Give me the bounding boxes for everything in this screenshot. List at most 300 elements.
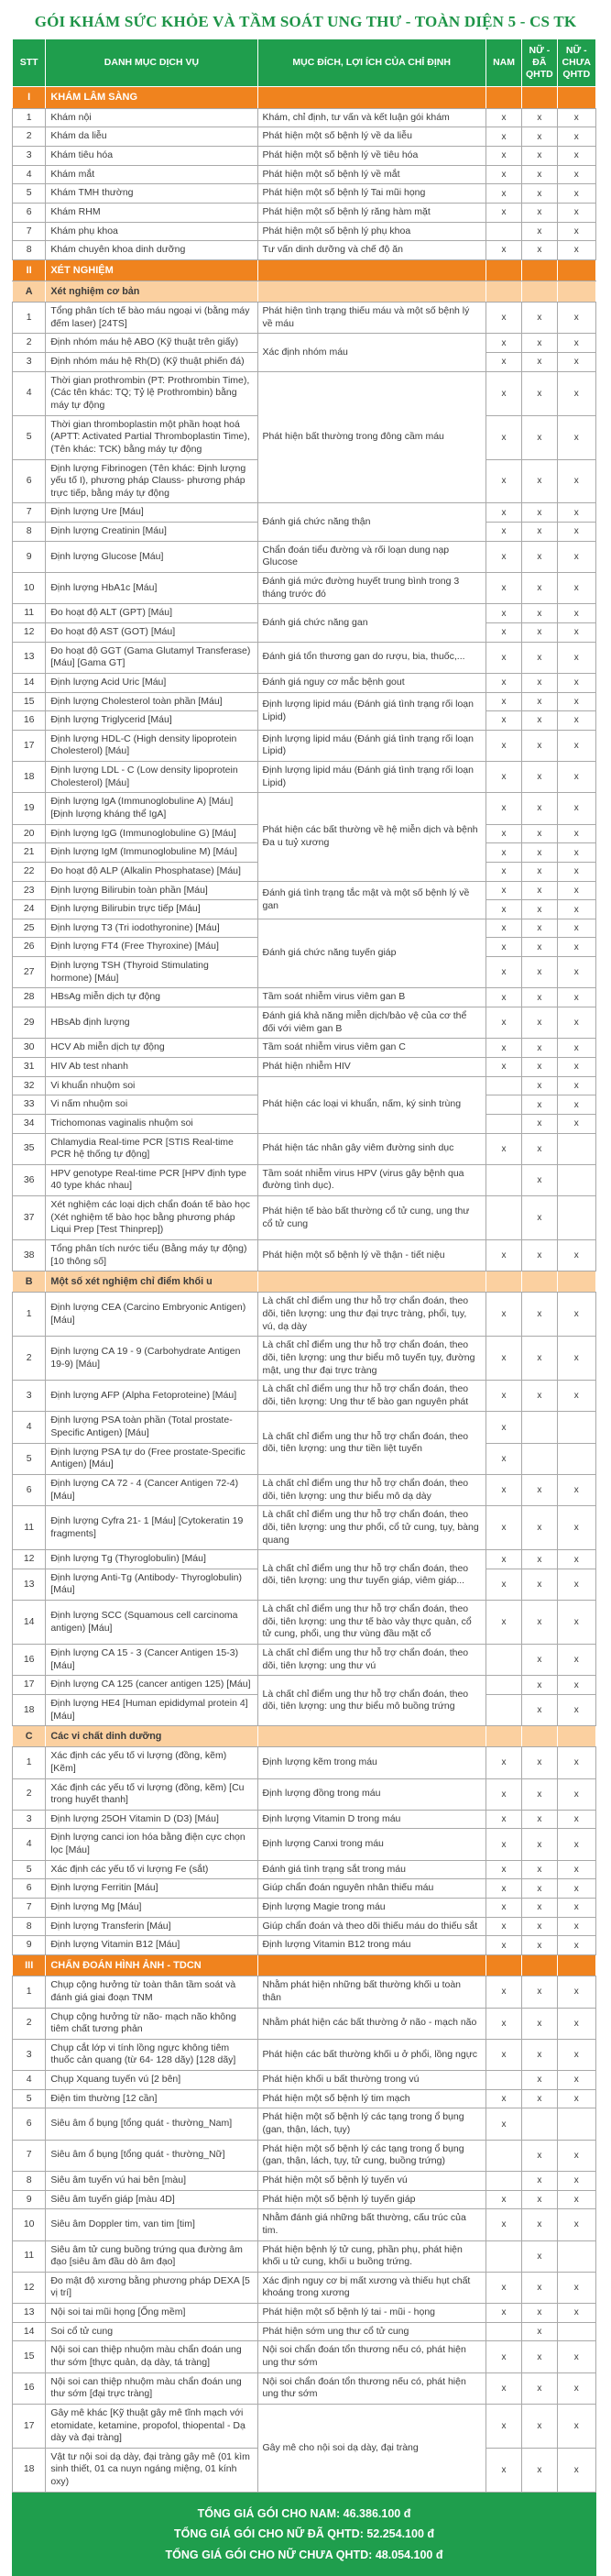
purpose-cell: Là chất chỉ điểm ung thư hỗ trợ chẩn đoán, theo dõi, tiên lượng: ung thư biểu mô dạ dày	[257, 1475, 486, 1506]
mark-nu-da-qhtd: x	[522, 762, 557, 793]
service-name-cell: Đo hoạt độ ALT (GPT) [Máu]	[46, 604, 257, 623]
mark-nam: x	[486, 2039, 521, 2070]
row-stt: 13	[13, 1569, 46, 1600]
mark-nu-chua-qhtd	[557, 1164, 595, 1195]
mark-nam: x	[486, 793, 521, 824]
table-row	[13, 203, 596, 222]
section-mark-nam	[486, 1726, 521, 1747]
mark-nu-da-qhtd: x	[522, 793, 557, 824]
mark-nu-da-qhtd: x	[522, 2341, 557, 2372]
row-stt: 33	[13, 1095, 46, 1115]
purpose-cell: Là chất chỉ điểm ung thư hỗ trợ chẩn đoán, theo dõi, tiên lượng: ung thư tế bào vảy thực quản, cổ tử cung, phổi, ung thư vùng đầu mặt cổ	[257, 1601, 486, 1645]
table-row	[13, 334, 596, 353]
mark-nu-da-qhtd: x	[522, 1550, 557, 1569]
mark-nu-chua-qhtd: x	[557, 1095, 595, 1115]
mark-nam: x	[486, 919, 521, 938]
section-mark-nam	[486, 87, 521, 108]
mark-nu-chua-qhtd: x	[557, 1475, 595, 1506]
row-stt: 12	[13, 2272, 46, 2303]
mark-nu-chua-qhtd	[557, 2322, 595, 2341]
mark-nam: x	[486, 957, 521, 988]
mark-nam: x	[486, 1443, 521, 1474]
service-name-cell: Định lượng AFP (Alpha Fetoproteine) [Máu]	[46, 1381, 257, 1412]
mark-nam: x	[486, 900, 521, 919]
mark-nu-da-qhtd: x	[522, 108, 557, 127]
table-row	[13, 2071, 596, 2090]
row-stt: 17	[13, 2404, 46, 2448]
service-name-cell: Định lượng SCC (Squamous cell carcinoma antigen) [Máu]	[46, 1601, 257, 1645]
mark-nu-da-qhtd: x	[522, 2304, 557, 2323]
service-name-cell: Nội soi tai mũi họng [Ống mềm]	[46, 2304, 257, 2323]
service-name-cell: Định lượng Glucose [Máu]	[46, 541, 257, 572]
row-stt: 38	[13, 1240, 46, 1271]
service-name-cell: Thời gian prothrombin (PT: Prothrombin Time), (Các tên khác: TQ; Tỷ lệ Prothrombin) bằng máy tự động	[46, 371, 257, 415]
mark-nu-da-qhtd: x	[522, 622, 557, 642]
mark-nam: x	[486, 184, 521, 204]
row-stt: 5	[13, 2089, 46, 2108]
mark-nu-chua-qhtd: x	[557, 503, 595, 523]
service-name-cell: Siêu âm tử cung buồng trứng qua đường âm đạo [siêu âm đầu dò âm đạo]	[46, 2240, 257, 2272]
purpose-cell: Định lượng lipid máu (Đánh giá tình trạng rối loạn Lipid)	[257, 762, 486, 793]
service-name-cell: Chlamydia Real-time PCR [STIS Real-time PCR hệ thống tự động]	[46, 1133, 257, 1164]
mark-nam: x	[486, 730, 521, 761]
table-row	[13, 371, 596, 415]
service-name-cell: Định lượng IgA (Immunoglobuline A) [Máu] [Định lượng kháng thể IgA]	[46, 793, 257, 824]
mark-nu-chua-qhtd: x	[557, 1337, 595, 1381]
mark-nam: x	[486, 1412, 521, 1443]
table-row	[13, 1133, 596, 1164]
mark-nu-chua-qhtd: x	[557, 1381, 595, 1412]
row-stt: 2	[13, 1778, 46, 1810]
row-stt: 15	[13, 692, 46, 711]
table-row	[13, 2171, 596, 2190]
mark-nam: x	[486, 1039, 521, 1058]
mark-nu-da-qhtd: x	[522, 1899, 557, 1918]
section-purpose-cell	[257, 87, 486, 108]
purpose-cell: Định lượng Vitamin D trong máu	[257, 1810, 486, 1829]
mark-nam: x	[486, 1601, 521, 1645]
mark-nu-chua-qhtd: x	[557, 2089, 595, 2108]
service-name-cell: Khám da liễu	[46, 127, 257, 147]
mark-nu-da-qhtd: x	[522, 1694, 557, 1725]
service-name-cell: Chụp cộng hưởng từ toàn thân tầm soát và đánh giá giai đoạn TNM	[46, 1976, 257, 2008]
mark-nam: x	[486, 371, 521, 415]
mark-nam: x	[486, 1381, 521, 1412]
section-mark-nu-chua-qhtd	[557, 1726, 595, 1747]
table-row	[13, 146, 596, 165]
mark-nu-da-qhtd: x	[522, 503, 557, 523]
service-name-cell: Định lượng CA 19 - 9 (Carbohydrate Antigen 19-9) [Máu]	[46, 1337, 257, 1381]
mark-nam: x	[486, 1057, 521, 1076]
mark-nu-chua-qhtd: x	[557, 1645, 595, 1676]
mark-nu-da-qhtd: x	[522, 1076, 557, 1095]
table-row	[13, 127, 596, 147]
mark-nu-chua-qhtd: x	[557, 1007, 595, 1039]
row-stt: 1	[13, 1747, 46, 1778]
purpose-cell: Nội soi chẩn đoán tổn thương nếu có, phát hiện ung thư sớm	[257, 2341, 486, 2372]
purpose-cell: Đánh giá mức đường huyết trung bình trong 3 tháng trước đó	[257, 573, 486, 604]
mark-nam: x	[486, 1550, 521, 1569]
table-row	[13, 1381, 596, 1412]
service-name-cell: Siêu âm tuyến giáp [màu 4D]	[46, 2190, 257, 2209]
mark-nu-chua-qhtd: x	[557, 353, 595, 372]
section-mark-nu-chua-qhtd	[557, 259, 595, 281]
row-stt: 2	[13, 334, 46, 353]
service-name-cell: Khám mắt	[46, 165, 257, 184]
row-stt: 9	[13, 541, 46, 572]
mark-nu-da-qhtd: x	[522, 1601, 557, 1645]
section-mark-nu-da-qhtd	[522, 281, 557, 303]
service-name-cell: Định lượng IgM (Immunoglobuline M) [Máu]	[46, 843, 257, 863]
purpose-cell: Đánh giá chức năng gan	[257, 604, 486, 642]
mark-nam: x	[486, 2089, 521, 2108]
purpose-cell: Là chất chỉ điểm ung thư hỗ trợ chẩn đoán, theo dõi, tiên lượng: ung thư biểu mô tuyến tụy, đường mật, ung thư đại trực tràng	[257, 1337, 486, 1381]
mark-nam: x	[486, 2108, 521, 2140]
purpose-cell: Phát hiện bất thường trong đông cầm máu	[257, 371, 486, 503]
table-row	[13, 1412, 596, 1443]
section-mark-nam	[486, 1271, 521, 1293]
table-row	[13, 2272, 596, 2303]
section-mark-nu-chua-qhtd	[557, 87, 595, 108]
table-row	[13, 2008, 596, 2039]
mark-nu-chua-qhtd: x	[557, 2039, 595, 2070]
purpose-cell: Tầm soát nhiễm virus viêm gan C	[257, 1039, 486, 1058]
mark-nu-chua-qhtd: x	[557, 371, 595, 415]
mark-nam: x	[486, 334, 521, 353]
totals-footer	[12, 2493, 596, 2576]
row-stt: 3	[13, 353, 46, 372]
mark-nu-da-qhtd: x	[522, 919, 557, 938]
mark-nam	[486, 222, 521, 241]
table-row	[13, 881, 596, 900]
mark-nam	[486, 1196, 521, 1240]
section-mark-nu-da-qhtd	[522, 87, 557, 108]
mark-nu-da-qhtd: x	[522, 988, 557, 1007]
purpose-cell: Định lượng Magie trong máu	[257, 1899, 486, 1918]
service-name-cell: Định lượng Ure [Máu]	[46, 503, 257, 523]
row-stt: 16	[13, 711, 46, 731]
service-name-cell: Tổng phân tích nước tiểu (Bằng máy tự động) [10 thông số]	[46, 1240, 257, 1271]
section-id: III	[13, 1954, 46, 1976]
row-stt: 1	[13, 303, 46, 334]
mark-nu-da-qhtd: x	[522, 1879, 557, 1899]
mark-nu-da-qhtd: x	[522, 642, 557, 673]
table-row	[13, 1829, 596, 1860]
mark-nu-chua-qhtd: x	[557, 184, 595, 204]
mark-nu-da-qhtd: x	[522, 541, 557, 572]
mark-nam: x	[486, 415, 521, 459]
mark-nu-chua-qhtd: x	[557, 108, 595, 127]
row-stt: 15	[13, 2341, 46, 2372]
service-name-cell: HBsAg miễn dịch tự động	[46, 988, 257, 1007]
service-name-cell: Khám tiêu hóa	[46, 146, 257, 165]
mark-nu-chua-qhtd	[557, 1412, 595, 1443]
mark-nu-da-qhtd: x	[522, 353, 557, 372]
mark-nam: x	[486, 1337, 521, 1381]
row-stt: 6	[13, 2108, 46, 2140]
mark-nam: x	[486, 541, 521, 572]
purpose-cell: Nhằm đánh giá những bất thường, cấu trúc của tim.	[257, 2209, 486, 2240]
mark-nu-da-qhtd: x	[522, 459, 557, 503]
table-row	[13, 2140, 596, 2171]
purpose-cell: Là chất chỉ điểm ung thư hỗ trợ chẩn đoán, theo dõi, tiên lượng: ung thư đại trực tràng, phổi, tụy, vú, dạ dày	[257, 1293, 486, 1337]
row-stt: 1	[13, 108, 46, 127]
section-mark-nam	[486, 281, 521, 303]
col-header-service: DANH MỤC DỊCH VỤ	[46, 39, 257, 87]
mark-nu-da-qhtd: x	[522, 2039, 557, 2070]
purpose-cell: Định lượng lipid máu (Đánh giá tình trạng rối loạn Lipid)	[257, 730, 486, 761]
service-name-cell: Định lượng Anti-Tg (Antibody- Thyroglobulin) [Máu]	[46, 1569, 257, 1600]
row-stt: 9	[13, 1936, 46, 1955]
mark-nu-da-qhtd: x	[522, 1676, 557, 1695]
table-row	[13, 1550, 596, 1569]
table-row	[13, 1007, 596, 1039]
total-price-nu-chua-qhtd: TỔNG GIÁ GÓI CHO NỮ CHƯA QHTD: 48.054.100 đ	[165, 2548, 443, 2561]
table-row	[13, 541, 596, 572]
row-stt: 3	[13, 146, 46, 165]
mark-nu-chua-qhtd: x	[557, 793, 595, 824]
mark-nu-chua-qhtd: x	[557, 2008, 595, 2039]
row-stt: 3	[13, 1810, 46, 1829]
mark-nu-chua-qhtd: x	[557, 642, 595, 673]
mark-nu-da-qhtd: x	[522, 2272, 557, 2303]
mark-nu-da-qhtd: x	[522, 241, 557, 260]
mark-nu-chua-qhtd: x	[557, 2190, 595, 2209]
section-purpose-cell	[257, 1954, 486, 1976]
mark-nam: x	[486, 2272, 521, 2303]
mark-nu-da-qhtd: x	[522, 165, 557, 184]
purpose-cell: Định lượng Canxi trong máu	[257, 1829, 486, 1860]
row-stt: 4	[13, 2071, 46, 2090]
service-name-cell: HBsAb định lượng	[46, 1007, 257, 1039]
purpose-cell: Là chất chỉ điểm ung thư hỗ trợ chẩn đoán, theo dõi, tiên lượng: ung thư tuyến giáp, viêm giáp...	[257, 1550, 486, 1601]
mark-nu-da-qhtd: x	[522, 1569, 557, 1600]
mark-nu-chua-qhtd: x	[557, 2272, 595, 2303]
section-id: I	[13, 87, 46, 108]
purpose-cell: Xác định nhóm máu	[257, 334, 486, 371]
mark-nam: x	[486, 203, 521, 222]
table-row	[13, 1076, 596, 1095]
mark-nu-chua-qhtd	[557, 1443, 595, 1474]
table-row	[13, 2108, 596, 2140]
mark-nam: x	[486, 1475, 521, 1506]
purpose-cell: Phát hiện tình trạng thiếu máu và một số bệnh lý về máu	[257, 303, 486, 334]
service-name-cell: Định lượng Acid Uric [Máu]	[46, 673, 257, 692]
mark-nu-da-qhtd: x	[522, 1917, 557, 1936]
mark-nu-chua-qhtd: x	[557, 824, 595, 843]
service-name-cell: Định lượng Vitamin B12 [Máu]	[46, 1936, 257, 1955]
service-name-cell: Đo mật độ xương bằng phương pháp DEXA [5 vị trí]	[46, 2272, 257, 2303]
total-price-nam: TỔNG GIÁ GÓI CHO NAM: 46.386.100 đ	[197, 2506, 411, 2520]
mark-nu-da-qhtd: x	[522, 1829, 557, 1860]
table-row	[13, 2304, 596, 2323]
mark-nam	[486, 2140, 521, 2171]
mark-nam	[486, 2240, 521, 2272]
section-mark-nam	[486, 1954, 521, 1976]
row-stt: 21	[13, 843, 46, 863]
service-name-cell: Khám nội	[46, 108, 257, 127]
table-row	[13, 1676, 596, 1695]
purpose-cell: Đánh giá nguy cơ mắc bệnh gout	[257, 673, 486, 692]
mark-nu-da-qhtd: x	[522, 1747, 557, 1778]
service-name-cell: Trichomonas vaginalis nhuộm soi	[46, 1114, 257, 1133]
purpose-cell: Phát hiện bệnh lý tử cung, phần phụ, phát hiện khối u tử cung, khối u buồng trứng.	[257, 2240, 486, 2272]
row-stt: 2	[13, 1337, 46, 1381]
mark-nam	[486, 2322, 521, 2341]
service-name-cell: Xác định các yếu tố vi lượng (đồng, kẽm) [Kẽm]	[46, 1747, 257, 1778]
mark-nu-chua-qhtd: x	[557, 730, 595, 761]
mark-nu-da-qhtd: x	[522, 222, 557, 241]
purpose-cell: Phát hiện khối u bất thường trong vú	[257, 2071, 486, 2090]
mark-nu-chua-qhtd: x	[557, 165, 595, 184]
mark-nu-chua-qhtd: x	[557, 2341, 595, 2372]
service-name-cell: Định lượng PSA toàn phần (Total prostate-Specific Antigen) [Máu]	[46, 1412, 257, 1443]
section-mark-nu-da-qhtd	[522, 259, 557, 281]
purpose-cell: Phát hiện sớm ung thư cổ tử cung	[257, 2322, 486, 2341]
service-name-cell: Định lượng CA 15 - 3 (Cancer Antigen 15-3) [Máu]	[46, 1645, 257, 1676]
row-stt: 11	[13, 1506, 46, 1550]
col-header-purpose: MỤC ĐÍCH, LỢI ÍCH CỦA CHỈ ĐỊNH	[257, 39, 486, 87]
row-stt: 26	[13, 938, 46, 957]
row-stt: 22	[13, 862, 46, 881]
service-name-cell: Chụp Xquang tuyến vú [2 bên]	[46, 2071, 257, 2090]
service-name-cell: Định lượng FT4 (Free Thyroxine) [Máu]	[46, 938, 257, 957]
purpose-cell: Phát hiện một số bệnh lý về da liễu	[257, 127, 486, 147]
purpose-cell: Phát hiện nhiễm HIV	[257, 1057, 486, 1076]
row-stt: 10	[13, 2209, 46, 2240]
row-stt: 19	[13, 793, 46, 824]
mark-nam: x	[486, 622, 521, 642]
mark-nam	[486, 1164, 521, 1195]
row-stt: 29	[13, 1007, 46, 1039]
service-name-cell: Đo hoạt độ ALP (Alkalin Phosphatase) [Máu]	[46, 862, 257, 881]
mark-nam: x	[486, 862, 521, 881]
row-stt: 1	[13, 1976, 46, 2008]
row-stt: 11	[13, 604, 46, 623]
row-stt: 13	[13, 642, 46, 673]
row-stt: 3	[13, 1381, 46, 1412]
table-header	[13, 39, 596, 87]
mark-nu-chua-qhtd: x	[557, 1039, 595, 1058]
section-mark-nu-da-qhtd	[522, 1954, 557, 1976]
mark-nu-chua-qhtd	[557, 2240, 595, 2272]
section-row-A	[13, 281, 596, 303]
service-name-cell: Tổng phân tích tế bào máu ngoại vi (bằng máy đếm laser) [24TS]	[46, 303, 257, 334]
table-row	[13, 1860, 596, 1879]
purpose-cell: Phát hiện một số bệnh lý các tạng trong ổ bụng (gan, thận, lách, tụy)	[257, 2108, 486, 2140]
service-name-cell: HIV Ab test nhanh	[46, 1057, 257, 1076]
mark-nam: x	[486, 1917, 521, 1936]
purpose-cell: Nội soi chẩn đoán tổn thương nếu có, phát hiện ung thư sớm	[257, 2372, 486, 2404]
section-row-II	[13, 259, 596, 281]
mark-nu-chua-qhtd: x	[557, 2404, 595, 2448]
mark-nu-chua-qhtd: x	[557, 573, 595, 604]
row-stt: 31	[13, 1057, 46, 1076]
service-name-cell: Định lượng CA 125 (cancer antigen 125) [Máu]	[46, 1676, 257, 1695]
table-row	[13, 165, 596, 184]
purpose-cell: Phát hiện các bất thường về hệ miễn dịch và bệnh Đa u tuỷ xương	[257, 793, 486, 881]
section-mark-nu-chua-qhtd	[557, 1954, 595, 1976]
mark-nu-chua-qhtd: x	[557, 2171, 595, 2190]
purpose-cell: Tầm soát nhiễm virus HPV (virus gây bệnh qua đường tình dục).	[257, 1164, 486, 1195]
row-stt: 12	[13, 622, 46, 642]
purpose-cell: Phát hiện tế bào bất thường cổ tử cung, ung thư cổ tử cung	[257, 1196, 486, 1240]
mark-nam: x	[486, 1569, 521, 1600]
service-name-cell: Định lượng PSA tự do (Free prostate-Specific Antigen) [Máu]	[46, 1443, 257, 1474]
table-row	[13, 1810, 596, 1829]
service-name-cell: Khám phụ khoa	[46, 222, 257, 241]
service-name-cell: Siêu âm tuyến vú hai bên [màu]	[46, 2171, 257, 2190]
mark-nu-da-qhtd: x	[522, 1976, 557, 2008]
section-mark-nam	[486, 259, 521, 281]
mark-nam: x	[486, 1506, 521, 1550]
mark-nu-da-qhtd: x	[522, 1293, 557, 1337]
mark-nu-da-qhtd: x	[522, 303, 557, 334]
section-mark-nu-da-qhtd	[522, 1271, 557, 1293]
purpose-cell: Là chất chỉ điểm ung thư hỗ trợ chẩn đoán, theo dõi, tiên lượng: Ung thư tế bào gan nguyên phát	[257, 1381, 486, 1412]
service-name-cell: HCV Ab miễn dịch tự động	[46, 1039, 257, 1058]
purpose-cell: Phát hiện các loại vi khuẩn, nấm, ký sinh trùng	[257, 1076, 486, 1133]
row-stt: 16	[13, 2372, 46, 2404]
mark-nu-da-qhtd: x	[522, 1381, 557, 1412]
mark-nam: x	[486, 843, 521, 863]
mark-nu-da-qhtd: x	[522, 2190, 557, 2209]
service-name-cell: Siêu âm Doppler tim, van tim [tim]	[46, 2209, 257, 2240]
service-name-cell: Vi nấm nhuộm soi	[46, 1095, 257, 1115]
mark-nu-da-qhtd: x	[522, 1810, 557, 1829]
section-id: C	[13, 1726, 46, 1747]
table-row	[13, 1293, 596, 1337]
purpose-cell: Nhằm phát hiện những bất thường khối u toàn thân	[257, 1976, 486, 2008]
mark-nu-chua-qhtd: x	[557, 1810, 595, 1829]
table-row	[13, 642, 596, 673]
purpose-cell: Gây mê cho nội soi dạ dày, đại tràng	[257, 2404, 486, 2492]
mark-nu-da-qhtd: x	[522, 881, 557, 900]
mark-nu-chua-qhtd: x	[557, 1114, 595, 1133]
mark-nu-chua-qhtd: x	[557, 1899, 595, 1918]
service-name-cell: Khám chuyên khoa dinh dưỡng	[46, 241, 257, 260]
table-row	[13, 988, 596, 1007]
mark-nam: x	[486, 241, 521, 260]
mark-nu-da-qhtd: x	[522, 862, 557, 881]
purpose-cell: Định lượng lipid máu (Đánh giá tình trạng rối loạn Lipid)	[257, 692, 486, 730]
mark-nam: x	[486, 824, 521, 843]
mark-nu-da-qhtd: x	[522, 371, 557, 415]
row-stt: 18	[13, 762, 46, 793]
service-name-cell: Định lượng Bilirubin trực tiếp [Máu]	[46, 900, 257, 919]
mark-nam: x	[486, 2448, 521, 2492]
mark-nu-da-qhtd: x	[522, 824, 557, 843]
table-body	[13, 87, 596, 2492]
service-name-cell: Xác định các yếu tố vi lượng (đồng, kẽm) [Cu trong huyết thanh]	[46, 1778, 257, 1810]
mark-nam: x	[486, 108, 521, 127]
mark-nu-chua-qhtd: x	[557, 957, 595, 988]
mark-nu-chua-qhtd: x	[557, 146, 595, 165]
mark-nu-chua-qhtd: x	[557, 2209, 595, 2240]
section-label: Một số xét nghiệm chỉ điểm khối u	[46, 1271, 257, 1293]
service-name-cell: Định lượng HbA1c [Máu]	[46, 573, 257, 604]
section-id: II	[13, 259, 46, 281]
mark-nu-da-qhtd: x	[522, 1007, 557, 1039]
purpose-cell: Chẩn đoán tiểu đường và rối loạn dung nạp Glucose	[257, 541, 486, 572]
row-stt: 18	[13, 1694, 46, 1725]
purpose-cell: Phát hiện các bất thường khối u ở phổi, lồng ngực	[257, 2039, 486, 2070]
mark-nam	[486, 1076, 521, 1095]
section-row-C	[13, 1726, 596, 1747]
purpose-cell: Đánh giá tình trạng tắc mật và một số bệnh lý về gan	[257, 881, 486, 919]
mark-nu-chua-qhtd: x	[557, 459, 595, 503]
table-row	[13, 1475, 596, 1506]
